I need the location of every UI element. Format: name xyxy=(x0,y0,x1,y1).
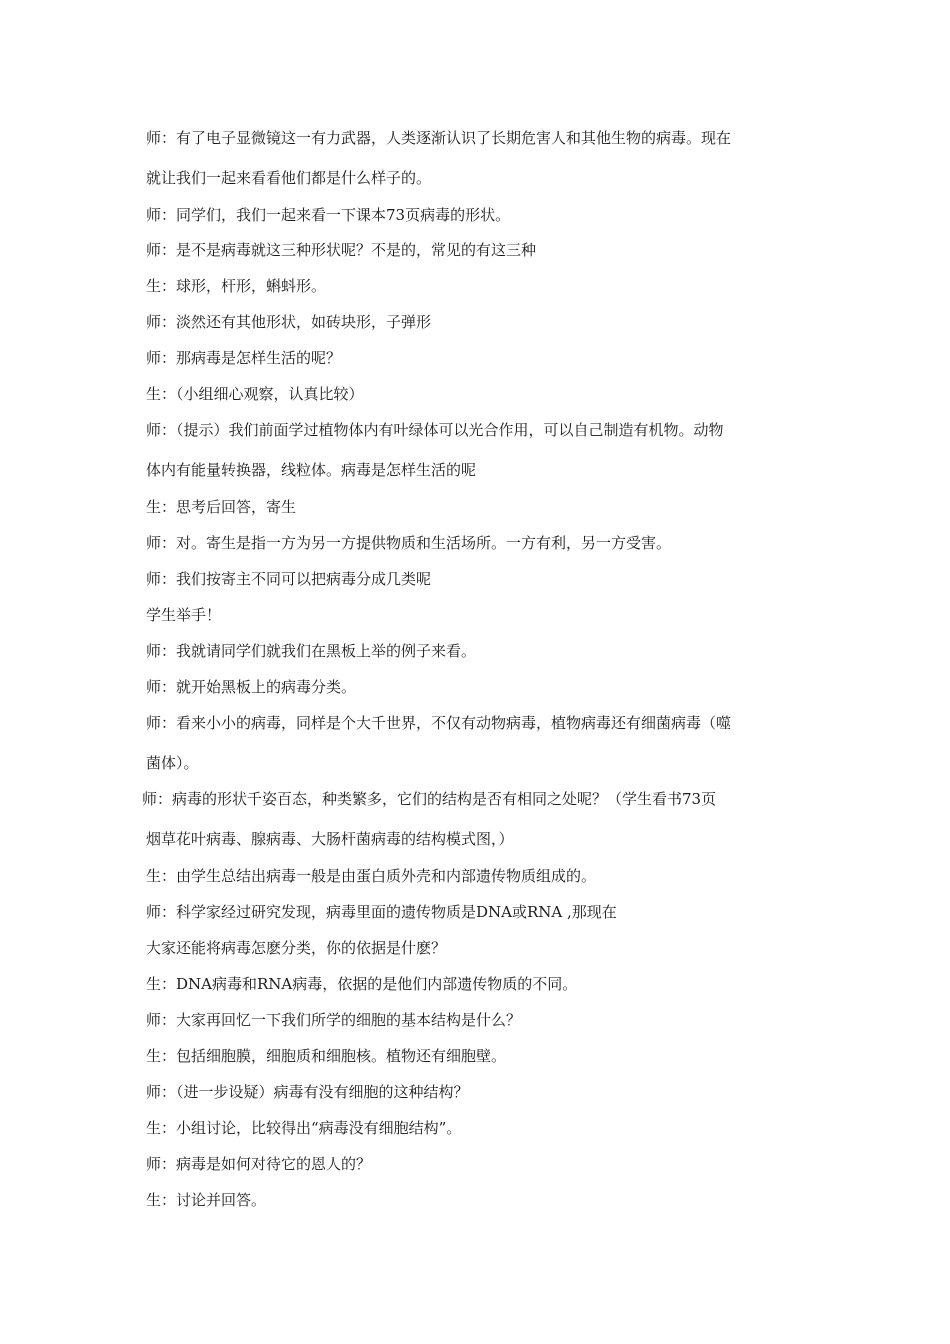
text-line: 师：看来小小的病毒，同样是个大千世界，不仅有动物病毒，植物病毒还有细菌病毒（噬 xyxy=(146,714,732,732)
text-line: 生：思考后回答，寄生 xyxy=(146,498,297,516)
text-line: 师：科学家经过研究发现，病毒里面的遗传物质是DNA或RNA ,那现在 xyxy=(146,903,617,921)
text-line: 师：我就请同学们就我们在黑板上举的例子来看。 xyxy=(146,642,477,660)
text-line: 师：大家再回忆一下我们所学的细胞的基本结构是什么？ xyxy=(146,1011,522,1029)
text-line: 生：（小组细心观察，认真比较） xyxy=(146,385,364,403)
text-line: 师：是不是病毒就这三种形状呢？不是的，常见的有这三种 xyxy=(146,241,537,259)
text-line: 师：（进一步设疑）病毒有没有细胞的这种结构？ xyxy=(146,1083,469,1101)
text-line: 师：（提示）我们前面学过植物体内有叶绿体可以光合作用，可以自己制造有机物。动物 xyxy=(146,421,724,439)
text-line: 师：对。寄生是指一方为另一方提供物质和生活场所。一方有利，另一方受害。 xyxy=(146,534,672,552)
text-line: 师：有了电子显微镜这一有力武器，人类逐渐认识了长期危害人和其他生物的病毒。现在 xyxy=(146,129,732,147)
text-line: 体内有能量转换器，线粒体。病毒是怎样生活的呢 xyxy=(146,461,477,479)
text-line: 生：包括细胞膜，细胞质和细胞核。植物还有细胞壁。 xyxy=(146,1047,507,1065)
text-line: 就让我们一起来看看他们都是什么样子的。 xyxy=(146,169,432,187)
text-line: 生：小组讨论，比较得出“病毒没有细胞结构”。 xyxy=(146,1119,462,1137)
text-line: 菌体）。 xyxy=(146,754,199,772)
text-line: 师：淡然还有其他形状，如砖块形，子弹形 xyxy=(146,313,432,331)
text-line: 师：病毒是如何对待它的恩人的？ xyxy=(146,1155,372,1173)
text-line: 师：病毒的形状千姿百态，种类繁多，它们的结构是否有相同之处呢？（学生看书73页 xyxy=(142,790,717,808)
text-line: 生：由学生总结出病毒一般是由蛋白质外壳和内部遗传物质组成的。 xyxy=(146,867,597,885)
text-line: 学生举手！ xyxy=(146,606,222,624)
text-line: 师：同学们，我们一起来看一下课本73页病毒的形状。 xyxy=(146,206,511,224)
text-line: 生：DNA病毒和RNA病毒，依据的是他们内部遗传物质的不同。 xyxy=(146,975,578,993)
text-line: 烟草花叶病毒、腺病毒、大肠杆菌病毒的结构模式图，） xyxy=(146,830,514,848)
text-line: 生：球形，杆形，蝌蚪形。 xyxy=(146,277,327,295)
text-line: 生：讨论并回答。 xyxy=(146,1191,267,1209)
text-line: 师：那病毒是怎样生活的呢？ xyxy=(146,349,342,367)
text-line: 师：就开始黑板上的病毒分类。 xyxy=(146,678,357,696)
text-line: 师：我们按寄主不同可以把病毒分成几类呢 xyxy=(146,570,432,588)
text-line: 大家还能将病毒怎麽分类，你的依据是什麽？ xyxy=(146,939,447,957)
